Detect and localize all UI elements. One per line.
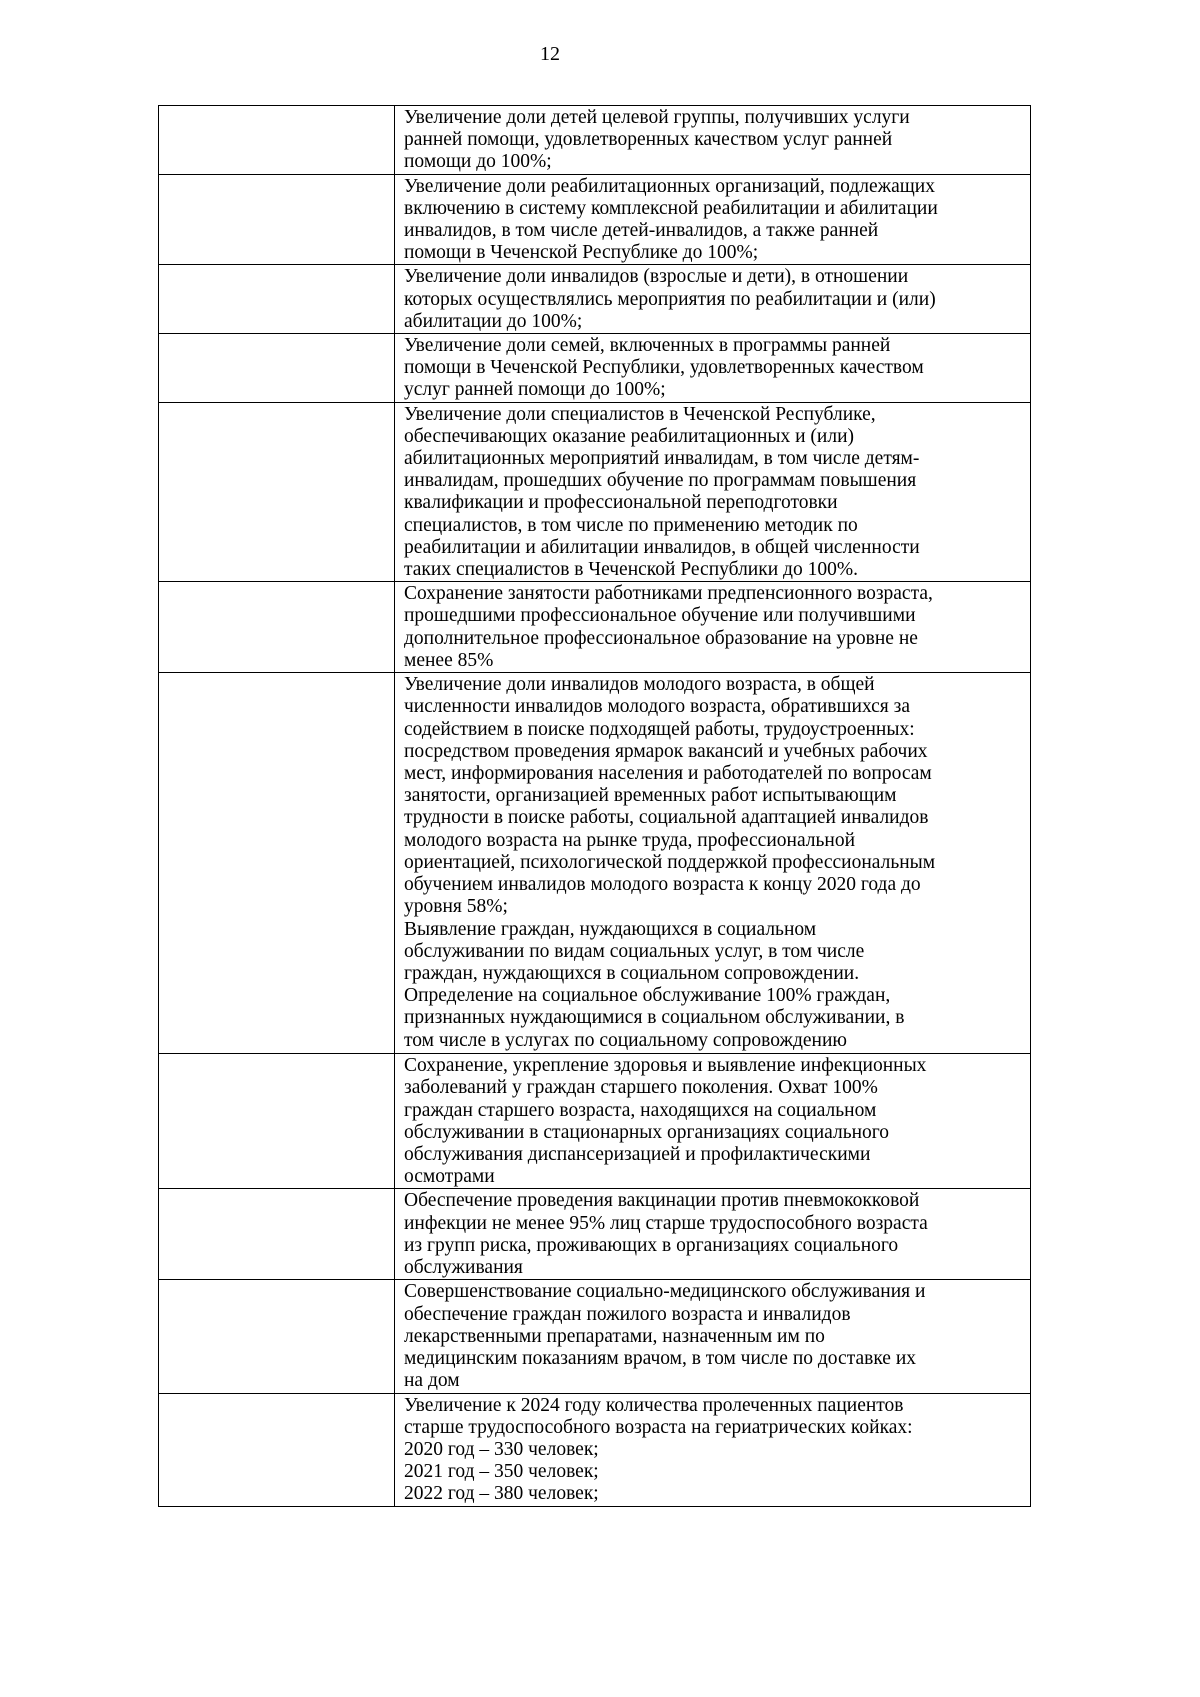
table-row [159,1393,1031,1506]
indicator-text: Сохранение занятости работниками предпенсионного возраста, прошедшими профессиональное обучение или получившими дополнительное профессиональное образование на уровне не менее 85% [404,583,933,671]
table-cell-left [159,1189,395,1280]
table-row [159,334,1031,403]
table-cell-left [159,673,395,1054]
table-row [159,106,1031,175]
table-row [159,1054,1031,1189]
table-cell-left [159,1280,395,1393]
table-row [159,402,1031,582]
table-cell-left [159,334,395,403]
table-cell-right [395,334,1031,403]
table-cell-left [159,1054,395,1189]
table-cell-right [395,1054,1031,1189]
indicators-table [158,105,1031,1507]
indicator-text: Обеспечение проведения вакцинации против пневмококковой инфекции не менее 95% лиц старше трудоспособного возраста из групп риска, проживающих в организациях социального обслуживания [404,1190,928,1279]
indicator-text: Сохранение, укрепление здоровья и выявление инфекционных заболеваний у граждан старшего поколения. Охват 100% граждан старшего возраста, находящихся на социальном обслуживании в стационарных организациях социального обслуживания диспансеризацией и профилактическими осмотрами [404,1055,927,1188]
table-cell-right [395,106,1031,175]
table-cell-left [159,402,395,582]
table-cell-left [159,265,395,334]
table-row [159,582,1031,673]
indicator-text: Совершенствование социально-медицинского обслуживания и обеспечение граждан пожилого возраста и инвалидов лекарственными препаратами, назначенным им по медицинским показаниям врачом, в том числе по доставке их на дом [404,1281,926,1392]
table-cell-right [395,1393,1031,1506]
indicator-text: Увеличение доли инвалидов (взрослые и дети), в отношении которых осуществлялись мероприятия по реабилитации и (или) абилитации до 100%; [404,266,936,332]
table-row [159,673,1031,1054]
table-row [159,1280,1031,1393]
table-cell-right [395,174,1031,265]
indicator-text: Увеличение доли инвалидов молодого возраста, в общей численности инвалидов молодого возраста, обратившихся за содействием в поиске подходящей работы, трудоустроенных: посредством проведения ярмарок вакансий и учебных рабочих мест, информирования населения и работодателей по вопросам занятости, организацией временных работ испытывающим трудности в поиске работы, социальной адаптацией инвалидов молодого возраста на рынке труда, профессиональной ориентацией, психологической поддержкой профессиональным обучением инвалидов молодого возраста к концу 2020 года до уровня 58%; Выявление граждан, нуждающихся в социальном обслуживании по видам социальных услуг, в том числе граждан, нуждающихся в социальном сопровождении. Определение на социальное обслуживание 100% граждан, признанных нуждающимися в социальном обслуживании, в том числе в услугах по социальному сопровождению [404,674,936,1051]
table-cell-left [159,1393,395,1506]
page-number: 12 [540,43,560,65]
table-cell-left [159,582,395,673]
table-row [159,174,1031,265]
indicator-text: Увеличение доли семей, включенных в программы ранней помощи в Чеченской Республики, удовлетворенных качеством услуг ранней помощи до 100%; [404,335,924,401]
indicator-text: Увеличение доли специалистов в Чеченской Республике, обеспечивающих оказание реабилитационных и (или) абилитационных мероприятий инвалидам, в том числе детям- инвалидам, прошедших обучение по программам повышения квалификации и профессиональной переподготовки специалистов, в том числе по применению методик по реабилитации и абилитации инвалидов, в общей численности таких специалистов в Чеченской Республики до 100%. [404,403,920,581]
indicator-text: Увеличение доли детей целевой группы, получивших услуги ранней помощи, удовлетворенных качеством услуг ранней помощи до 100%; [404,107,910,173]
table-cell-right [395,1189,1031,1280]
table-cell-right [395,265,1031,334]
indicator-text: Увеличение к 2024 году количества пролеченных пациентов старше трудоспособного возраста на гериатрических койках: 2020 год – 330 человек; 2021 год – 350 человек; 2022 год – 380 человек; [404,1394,913,1505]
table-cell-left [159,174,395,265]
table-row [159,1189,1031,1280]
table-cell-right [395,1280,1031,1393]
table-cell-left [159,106,395,175]
table-cell-right [395,673,1031,1054]
table-cell-right [395,582,1031,673]
indicator-text: Увеличение доли реабилитационных организаций, подлежащих включению в систему комплексной реабилитации и абилитации инвалидов, в том числе детей-инвалидов, а также ранней помощи в Чеченской Республике до 100%; [404,175,938,264]
table-cell-right [395,402,1031,582]
table-row [159,265,1031,334]
